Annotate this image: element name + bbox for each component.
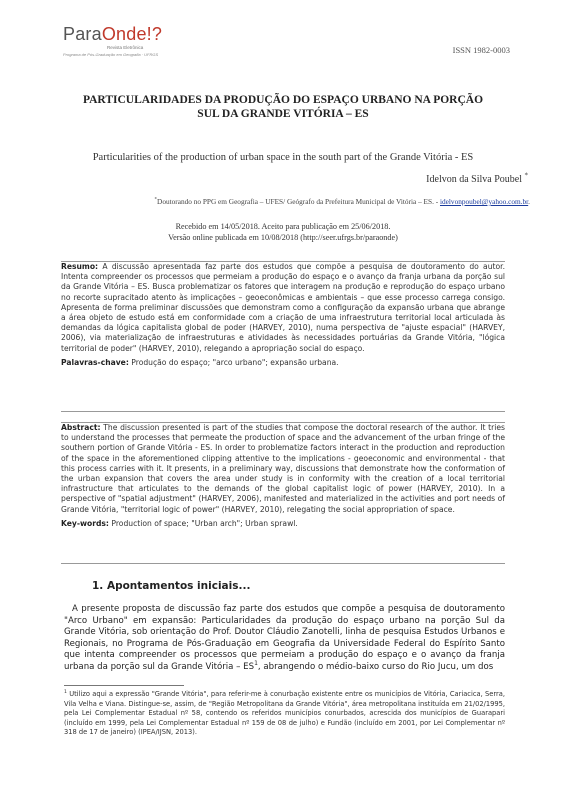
logo-wordmark: ParaOnde!? [63, 24, 163, 44]
abstract-box [61, 422, 505, 564]
section-body: A presente proposta de discussão faz parte dos estudos que compõe a pesquisa de doutoramento "Arco Urbano" em expansão: Particularidades da produção do espaço urbano na porção Sul da Grande Vitória, sob orientação do Prof. Doutor Cláudio Zanotelli, linha de pesquisa Estudos Urbanos e Regionais, no Programa de Pós-Graduação em Geografia da Universidade Federal do Espírito Santo que intenta compreender os processos que permeiam a produção do espaço e o avanço da franja urbana da porção sul da Grande Vitória – $ES^1$, abrangendo o médio-baixo curso do Rio Jucu, um dos [64, 604, 505, 672]
author-email-link[interactable]: idelvonpoubel@yahoo.com.br [439, 197, 529, 206]
abstract-text: Abstract: The discussion presented is part of the studies that compose the doctoral research of the author. It tries to understand the processes that permeate the production of space and the advancement of the urban fringe of the southern portion of Grande Vitória - ES. In order to problematize factors interact in the production and reproduction of the space in the aforementioned clipping attentive to the implications - geoeconomic and environmental - that this process carries with it. It presents, in a preliminary way, discussions that demonstrate how the conformation of the urban expansion that covers the area under study is in conformity with the creation of a local territorial infrastructure that articulates to the demands of the global capitalist logic of power (HARVEY, 2010). In a perspective of "spatial adjustment" (HARVEY, 2006), manifested and materialized in the activities and port needs of Grande Vitória, "territorial logic of power" (HARVEY, 2010), relegating the social appropriation of space. [61, 423, 505, 514]
resumo-box [61, 261, 505, 412]
resumo-text: Resumo: A discussão apresentada faz parte dos estudos que compõe a pesquisa de doutoramento do autor. Intenta compreender os processos que permeiam a produção do espaço e o avanço da franja urbana da porção sul da Grande Vitória – ES. Busca problematizar os fatores que interagem na produção e reprodução do espaço urbano no recorte supracitado atento às implicações – geoeconômicas e ambientais – que esse processo carrega consigo. Apresenta de forma preliminar discussões que demonstram como a configuração da expansão urbana que abrange a área objeto de estudo está em conformidade com a criação de uma infraestrutura territorial local articulada às demandas da lógica capitalista global de poder (HARVEY, 2010), numa perspectiva de "ajuste espacial" (HARVEY, 2006), via materialização de infraestruturas e atividades às necessidades portuárias da Grande Vitória, "lógica territorial de poder" (HARVEY, 2010), relegando a apropriação social do espaço. [61, 262, 505, 353]
footnote-divider [64, 685, 184, 686]
author-name: Idelvon da Silva Poubel * [426, 171, 528, 185]
footnote: $^1$ Utilizo aqui a expressão "Grande Vitória", para referir-me à conurbação existente entre os municípios de Vitória, Cariacica, Serra, Vila Velha e Viana. Distingue-se, assim, de "Região Metropolitana da Grande Vitória", área metropolitana instituída em 21/02/1995, pela Lei Complementar Estadual nº 58, contendo os referidos municípios conurbados, acrescida dos municípios de Guarapari (incluído em 1999, pela Lei Complementar Estadual nº 159 de 08 de julho) e Fundão (incluído em 2001, por Lei Complementar nº 318 de 17 de janeiro) (IPEA/IJSN, 2013). [64, 689, 505, 736]
article-subtitle: Particularities of the production of urban space in the south part of the Grande Vitória - ES [92, 152, 474, 163]
key-words: Key-words: Production of space; "Urban arch"; Urban sprawl. [61, 518, 298, 528]
footnote-ref[interactable]: 1 [254, 659, 258, 667]
journal-logo [63, 24, 183, 66]
issn: ISSN 1982-0003 [452, 45, 510, 55]
article-title: PARTICULARIDADES DA PRODUÇÃO DO ESPAÇO URBANO NA PORÇÃO SUL DA GRANDE VITÓRIA – ES [82, 94, 484, 120]
author-affiliation: *Doutorando no PPG em Geografia – UFES/ Geógrafo da Prefeitura Municipal de Vitória – ES. - idelvonpoubel@yahoo.com.br. [154, 196, 530, 206]
logo-program: Programa de Pós-Graduação em Geografia · UFRGS [63, 52, 159, 57]
publication-dates: Recebido em 14/05/2018. Aceito para publicação em 25/06/2018. Versão online publicada em 10/08/2018 (http://seer.ufrgs.br/paraonde) [168, 222, 398, 242]
palavras-chave: Palavras-chave: Produção do espaço; "arco urbano"; expansão urbana. [61, 357, 339, 367]
section-heading: 1. Apontamentos iniciais... [92, 580, 251, 592]
logo-subtitle: Revista Eletrônica [107, 45, 144, 50]
